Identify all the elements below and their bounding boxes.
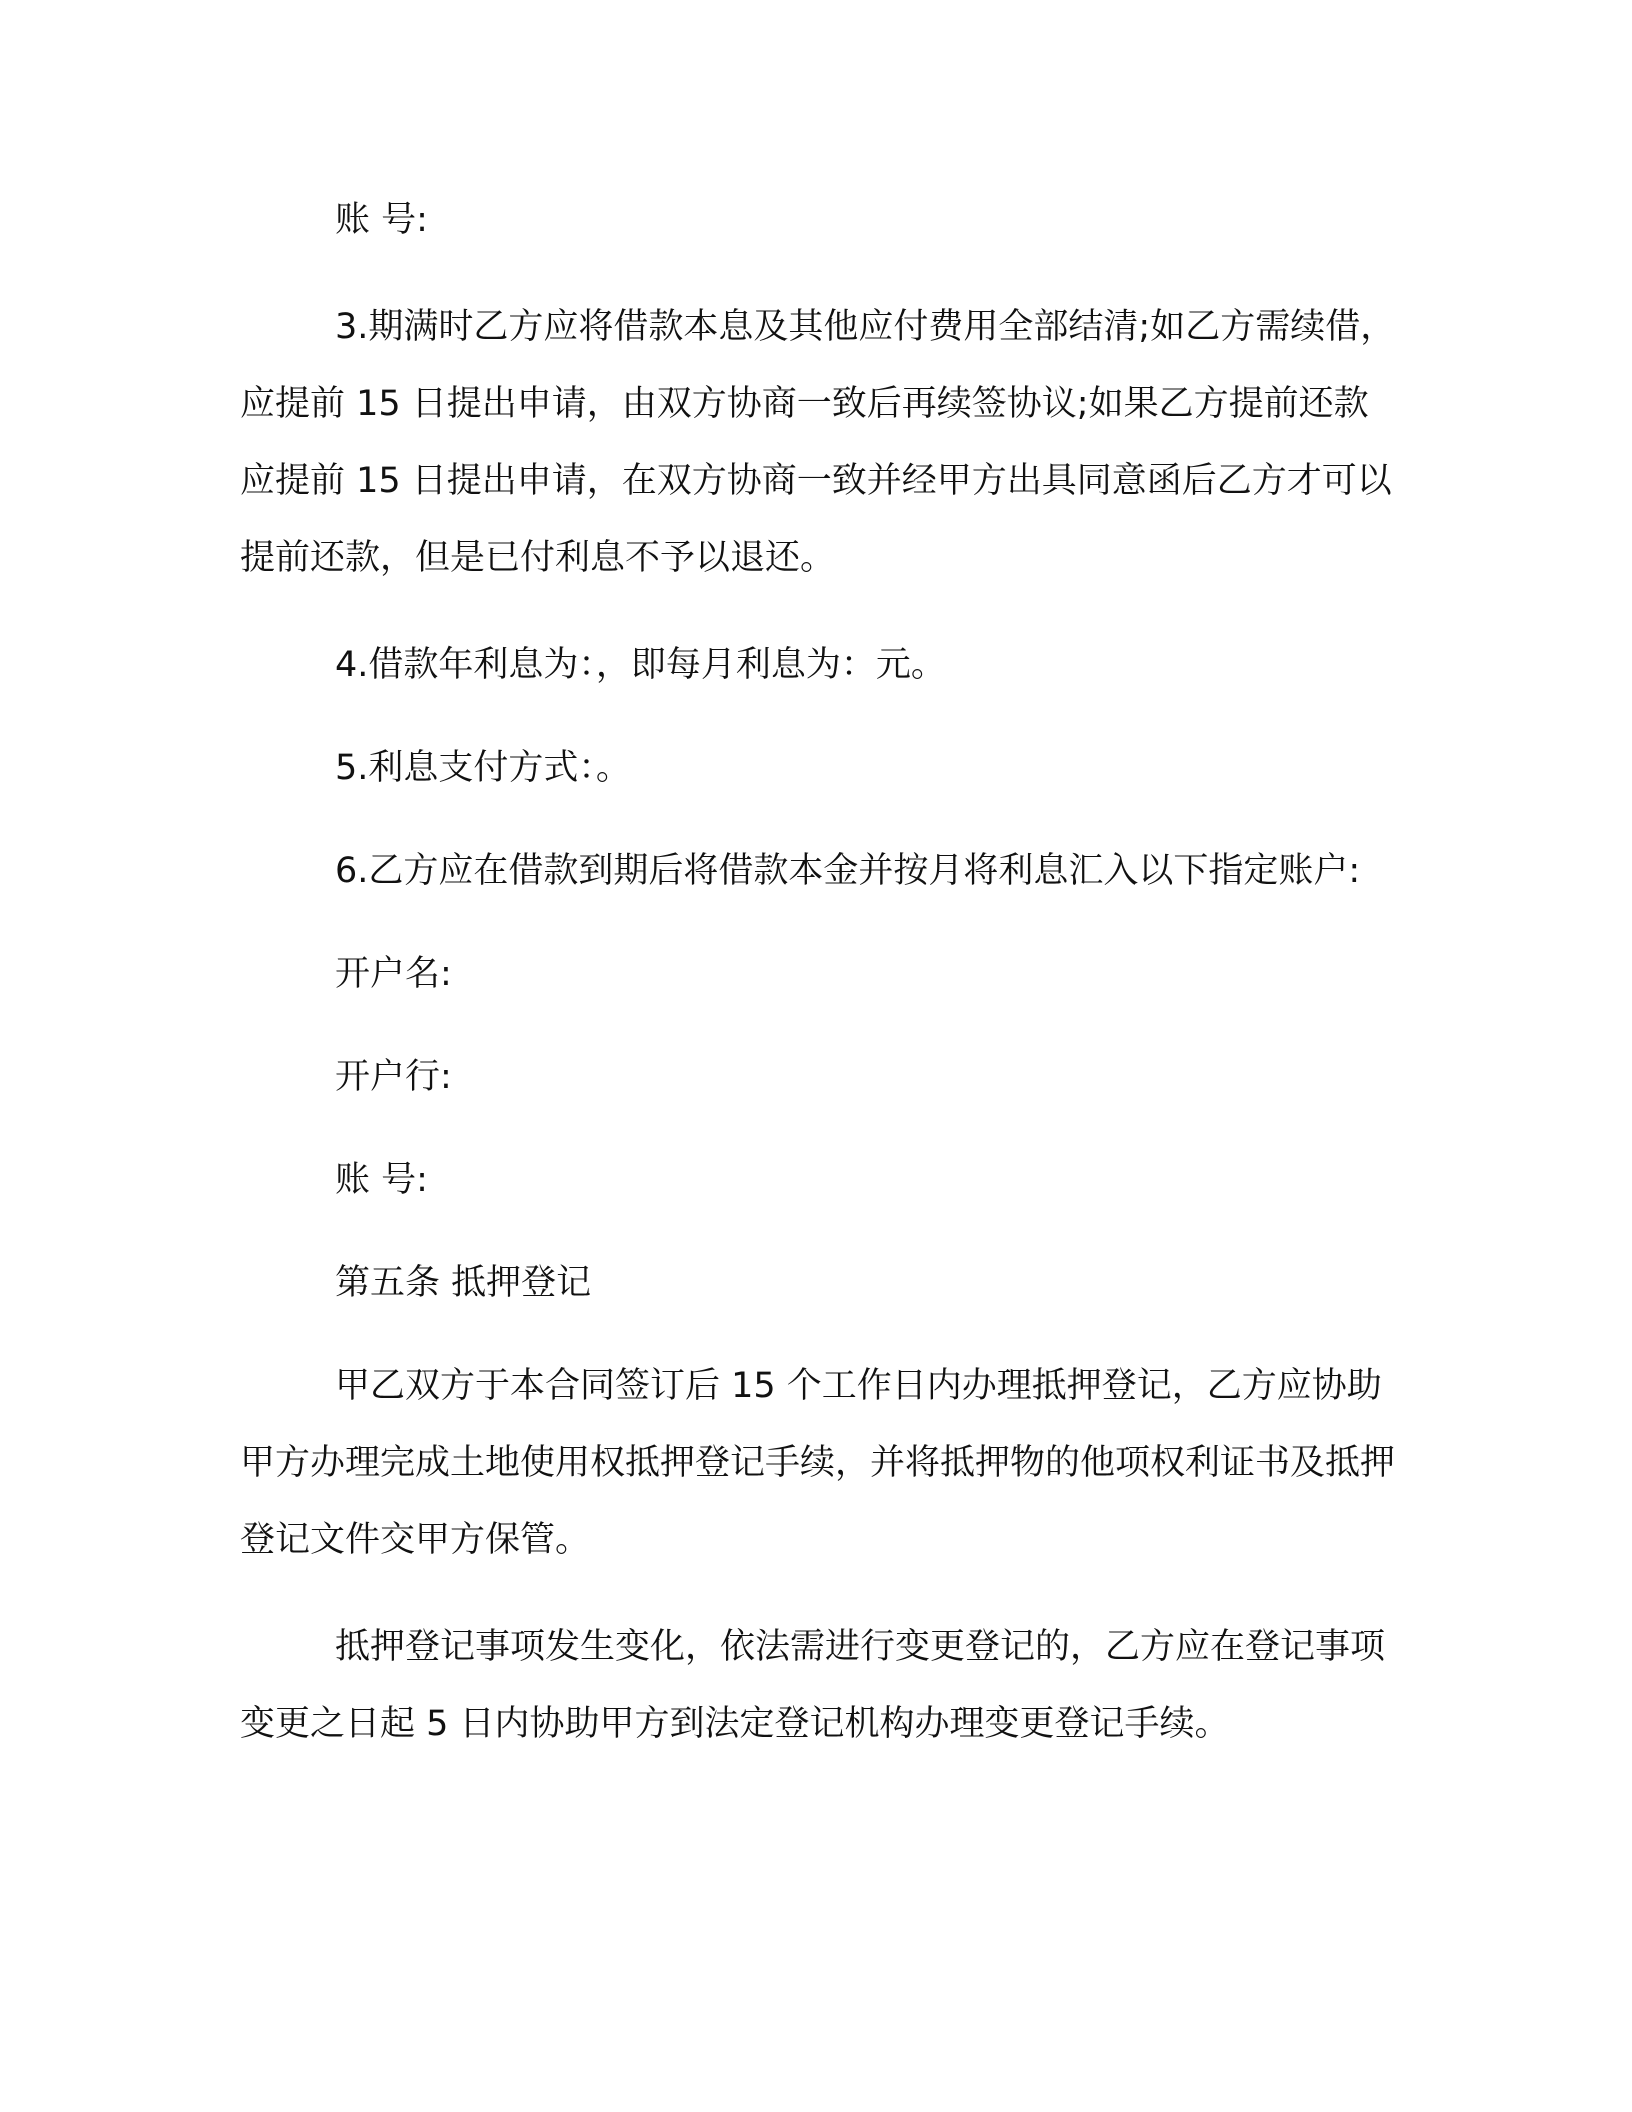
mortgage-registration-paragraph: 甲乙双方于本合同签订后 15 个工作日内办理抵押登记，乙方应协助甲方办理完成土地使用权抵押登记手续，并将抵押物的他项权利证书及抵押登记文件交甲方保管。 [240,1366,1396,1560]
bank-name-line: 开户行: [335,1057,452,1097]
registration-change-paragraph: 抵押登记事项发生变化，依法需进行变更登记的，乙方应在登记事项变更之日起 5 日内协助甲方到法定登记机构办理变更登记手续。 [240,1627,1386,1744]
clause-5-paragraph: 5.利息支付方式：。 [335,748,631,788]
account-number-line-2: 账 号: [335,1160,428,1200]
clause-4-paragraph: 4.借款年利息为：，即每月利息为：元。 [335,645,946,685]
document-body [240,182,1396,1763]
account-name-line: 开户名: [335,954,452,994]
article-5-heading: 第五条 抵押登记 [335,1263,592,1303]
clause-6-paragraph: 6.乙方应在借款到期后将借款本金并按月将利息汇入以下指定账户: [335,851,1361,891]
account-number-line-1: 账 号: [335,200,428,240]
clause-3-paragraph: 3.期满时乙方应将借款本息及其他应付费用全部结清;如乙方需续借，应提前 15 日提出申请，由双方协商一致后再续签协议;如果乙方提前还款应提前 15 日提出申请，在双方协商一致并经甲方出具同意函后乙方才可以提前还款，但是已付利息不予以退还。 [240,307,1396,578]
